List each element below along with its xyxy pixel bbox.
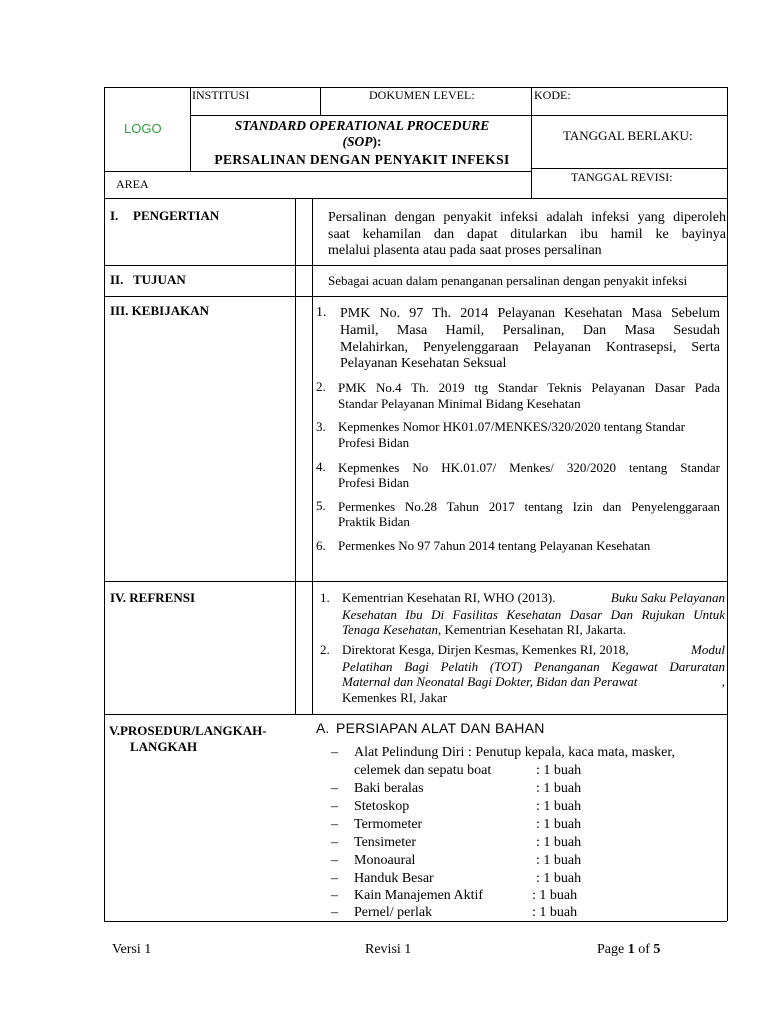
sop-subject: PERSALINAN DENGAN PENYAKIT INFEKSI bbox=[214, 152, 510, 167]
alat-item-qty: : 1 buah bbox=[536, 781, 582, 796]
dash-bullet: – bbox=[331, 853, 338, 868]
page-number bbox=[597, 943, 660, 957]
page-prefix: Page bbox=[597, 942, 628, 957]
dash-bullet: – bbox=[331, 905, 338, 920]
kebijakan-item-line: Hamil, Masa Hamil, Persalinan, Dan Masa Sesudah bbox=[340, 323, 720, 338]
pengertian-line: saat kehamilan dan dapat ditularkan ibu hamil ke bayinya bbox=[328, 227, 726, 242]
refrensi-title: Kesehatan Ibu Di Fasilitas Kesehatan Dasar Dan Rujukan Untuk bbox=[342, 607, 725, 622]
versi-label: Versi 1 bbox=[112, 942, 152, 957]
refrensi-title: Maternal dan Neonatal Bagi Dokter, Bidan dan Perawat bbox=[342, 674, 638, 689]
refrensi-title: Buku Saku Pelayanan bbox=[610, 590, 725, 605]
refrensi-item-line bbox=[342, 675, 725, 688]
alat-item-name: Alat Pelindung Diri : Penutup kepala, kaca mata, masker, bbox=[354, 745, 675, 760]
refrensi-author: Kementrian Kesehatan RI, WHO (2013). bbox=[342, 590, 556, 605]
kebijakan-item-num: 1. bbox=[316, 305, 327, 320]
alat-item-name: Stetoskop bbox=[354, 799, 410, 814]
refrensi-punct: , bbox=[721, 674, 725, 689]
alat-item-qty: : 1 buah bbox=[532, 905, 578, 920]
pengertian-heading-num: I. bbox=[110, 208, 119, 223]
refrensi-author: Direktorat Kesga, Dirjen Kesmas, Kemenkes RI, 2018, bbox=[342, 642, 629, 657]
alat-item-name: Kain Manajemen Aktif bbox=[354, 888, 484, 903]
refrensi-title: Pelatihan Bagi Pelatih (TOT) Penanganan Kegawat Daruratan bbox=[342, 659, 725, 674]
pengertian-line: Persalinan dengan penyakit infeksi adalah infeksi yang diperoleh bbox=[328, 210, 726, 225]
kebijakan-item-line: Kepmenkes Nomor HK01.07/MENKES/320/2020 tentang Standar bbox=[338, 419, 685, 434]
area-label: AREA bbox=[116, 177, 149, 191]
dash-bullet: – bbox=[331, 871, 338, 886]
refrensi-item-line bbox=[342, 643, 725, 656]
dash-bullet: – bbox=[331, 799, 338, 814]
pengertian-line: melalui plasenta atau pada saat proses persalinan bbox=[328, 243, 602, 258]
kebijakan-item-num: 4. bbox=[316, 459, 326, 474]
refrensi-heading: IV. REFRENSI bbox=[110, 590, 196, 605]
alat-item-name: Monoaural bbox=[354, 853, 416, 868]
refrensi-item-num: 1. bbox=[320, 590, 330, 605]
tujuan-text: Sebagai acuan dalam penanganan persalinan dengan penyakit infeksi bbox=[328, 273, 688, 288]
sop-abbrev: (SOP bbox=[342, 134, 373, 149]
refrensi-title: Tenaga Kesehatan bbox=[342, 622, 438, 637]
kebijakan-item-line: Standar Pelayanan Minimal Bidang Kesehatan bbox=[338, 396, 581, 411]
logo-placeholder: LOGO bbox=[124, 121, 162, 136]
dash-bullet: – bbox=[331, 888, 338, 903]
prosedur-sub-letter: A. bbox=[316, 720, 330, 736]
alat-item-qty: : 1 buah bbox=[536, 835, 582, 850]
alat-item-name: Pernel/ perlak bbox=[354, 905, 433, 920]
prosedur-sub-heading: PERSIAPAN ALAT DAN BAHAN bbox=[336, 720, 545, 736]
refrensi-publisher: Kemenkes RI, Jakar bbox=[342, 690, 448, 705]
tujuan-heading: TUJUAN bbox=[133, 272, 186, 287]
alat-item-name: Tensimeter bbox=[354, 835, 416, 850]
alat-item-name: Termometer bbox=[354, 817, 423, 832]
kebijakan-item-num: 2. bbox=[316, 379, 326, 394]
kebijakan-item-num: 5. bbox=[316, 498, 326, 513]
alat-item-name: Handuk Besar bbox=[354, 871, 434, 886]
revisi-label: Revisi 1 bbox=[365, 942, 412, 957]
page-total: 5 bbox=[653, 942, 661, 957]
alat-item-qty: : 1 buah bbox=[536, 799, 582, 814]
dash-bullet: – bbox=[331, 745, 338, 760]
tanggal-revisi-label: TANGGAL REVISI: bbox=[571, 170, 673, 184]
refrensi-item-line bbox=[342, 623, 626, 636]
pengertian-heading: PENGERTIAN bbox=[133, 208, 220, 223]
dash-bullet: – bbox=[331, 781, 338, 796]
alat-item-qty: : 1 buah bbox=[536, 817, 582, 832]
kebijakan-item-line: Permenkes No.28 Tahun 2017 tentang Izin dan Penyelenggaraan bbox=[338, 499, 720, 514]
kebijakan-item-line: Kepmenkes No HK.01.07/ Menkes/ 320/2020 tentang Standar bbox=[338, 460, 720, 475]
alat-item-qty: : 1 buah bbox=[532, 888, 578, 903]
kode-label: KODE: bbox=[534, 88, 571, 102]
alat-item-name: celemek dan sepatu boat bbox=[354, 763, 492, 778]
kebijakan-item-line: Permenkes No 97 7ahun 2014 tentang Pelayanan Kesehatan bbox=[338, 538, 651, 553]
tanggal-berlaku-label: TANGGAL BERLAKU: bbox=[563, 128, 693, 143]
refrensi-item-num: 2. bbox=[320, 642, 330, 657]
alat-item-qty: : 1 buah bbox=[536, 871, 582, 886]
page-current: 1 bbox=[627, 942, 635, 957]
kebijakan-item-num: 3. bbox=[316, 419, 326, 434]
page-of: of bbox=[634, 942, 654, 957]
dash-bullet: – bbox=[331, 817, 338, 832]
kebijakan-item-line: Profesi Bidan bbox=[338, 475, 410, 490]
sop-abbrev-close: ): bbox=[372, 134, 382, 149]
dash-bullet: – bbox=[331, 835, 338, 850]
sop-title-line1: STANDARD OPERATIONAL PROCEDURE bbox=[234, 118, 490, 133]
kebijakan-item-line: PMK No.4 Th. 2019 ttg Standar Teknis Pelayanan Dasar Pada bbox=[338, 380, 720, 395]
kebijakan-item-line: PMK No. 97 Th. 2014 Pelayanan Kesehatan Masa Sebelum bbox=[340, 306, 720, 321]
kebijakan-item-num: 6. bbox=[316, 538, 326, 553]
refrensi-title: Modul bbox=[691, 642, 725, 657]
alat-item-qty: : 1 buah bbox=[536, 763, 582, 778]
dokumen-level-label: DOKUMEN LEVEL: bbox=[369, 88, 475, 102]
kebijakan-item-line: Praktik Bidan bbox=[338, 514, 410, 529]
refrensi-item-line bbox=[342, 591, 725, 604]
institusi-label: INSTITUSI bbox=[192, 88, 250, 102]
kebijakan-item-line: Pelayanan Kesehatan Seksual bbox=[340, 356, 507, 371]
kebijakan-item-line: Profesi Bidan bbox=[338, 435, 410, 450]
alat-item-name: Baki beralas bbox=[354, 781, 424, 796]
prosedur-heading-cont: LANGKAH bbox=[130, 739, 198, 754]
tujuan-heading-num: II. bbox=[110, 272, 124, 287]
alat-item-qty: : 1 buah bbox=[536, 853, 582, 868]
prosedur-heading: V.PROSEDUR/LANGKAH- bbox=[109, 723, 267, 738]
sop-title-line2 bbox=[195, 135, 529, 149]
kebijakan-heading: III. KEBIJAKAN bbox=[110, 303, 209, 318]
refrensi-publisher: , Kementrian Kesehatan RI, Jakarta. bbox=[437, 622, 627, 637]
kebijakan-item-line: Melahirkan, Penyelenggaraan Pelayanan Kontrasepsi, Serta bbox=[340, 340, 720, 355]
